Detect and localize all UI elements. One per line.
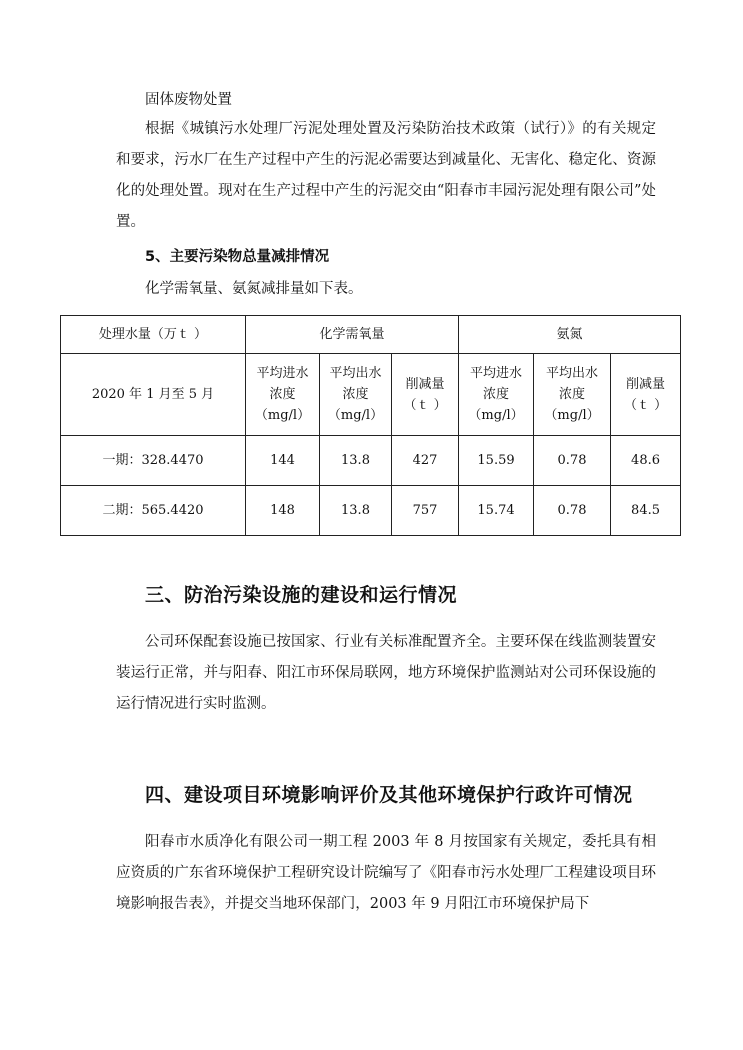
header-ammonia-group: 氨氮 (459, 316, 681, 354)
cell-ammonia-inflow: 15.59 (459, 436, 534, 486)
cell-ammonia-inflow: 15.74 (459, 486, 534, 536)
table-header-row (61, 316, 681, 354)
section4-heading: 四、建设项目环境影响评价及其他环境保护行政许可情况 (145, 784, 633, 806)
header-period: 2020 年 1 月至 5 月 (61, 354, 246, 436)
cell-ammonia-outflow: 0.78 (534, 486, 611, 536)
table-row (61, 486, 681, 536)
header-ammonia-reduction: 削减量 （ｔ ） (611, 354, 681, 436)
cell-ammonia-outflow: 0.78 (534, 436, 611, 486)
row-label: 一期：328.4470 (61, 436, 246, 486)
row-label: 二期：565.4420 (61, 486, 246, 536)
table-row (61, 436, 681, 486)
header-cod-inflow: 平均进水 浓度 （mg/l） (246, 354, 320, 436)
header-cod-group: 化学需氧量 (246, 316, 459, 354)
section5-title: 5、主要污染物总量减排情况 (145, 249, 330, 265)
cell-cod-reduction: 427 (392, 436, 459, 486)
header-cod-outflow: 平均出水 浓度 （mg/l） (320, 354, 392, 436)
section3-heading: 三、防治污染设施的建设和运行情况 (145, 584, 458, 606)
cell-ammonia-reduction: 84.5 (611, 486, 681, 536)
cell-cod-inflow: 144 (246, 436, 320, 486)
cell-ammonia-reduction: 48.6 (611, 436, 681, 486)
emission-reduction-table (60, 315, 681, 536)
cell-cod-outflow: 13.8 (320, 436, 392, 486)
header-ammonia-inflow: 平均进水 浓度 （mg/l） (459, 354, 534, 436)
cell-cod-inflow: 148 (246, 486, 320, 536)
cell-cod-outflow: 13.8 (320, 486, 392, 536)
solid-waste-paragraph: 根据《城镇污水处理厂污泥处理处置及污染防治技术政策（试行）》的有关规定和要求，污水厂在生产过程中产生的污泥必需要达到减量化、无害化、稳定化、资源化的处理处置。现对在生产过程中产生的污泥交由“阳春市丰园污泥处理有限公司”处置。 (116, 121, 656, 230)
header-treatment-volume: 处理水量（万ｔ ） (61, 316, 246, 354)
table-subheader-row (61, 354, 681, 436)
section3-paragraph: 公司环保配套设施已按国家、行业有关标准配置齐全。主要环保在线监测装置安装运行正常，并与阳春、阳江市环保局联网，地方环境保护监测站对公司环保设施的运行情况进行实时监测。 (116, 634, 656, 712)
header-cod-reduction: 削减量 （ｔ ） (392, 354, 459, 436)
header-ammonia-outflow: 平均出水 浓度 （mg/l） (534, 354, 611, 436)
section4-paragraph: 阳春市水质净化有限公司一期工程 2003 年 8 月按国家有关规定，委托具有相应资质的广东省环境保护工程研究设计院编写了《阳春市污水处理厂工程建设项目环境影响报告表》，并提交当地环保部门，2003 年 9 月阳江市环境保护局下 (116, 834, 656, 912)
section5-intro: 化学需氧量、氨氮减排量如下表。 (145, 281, 363, 297)
solid-waste-label: 固体废物处置 (145, 92, 232, 108)
cell-cod-reduction: 757 (392, 486, 459, 536)
